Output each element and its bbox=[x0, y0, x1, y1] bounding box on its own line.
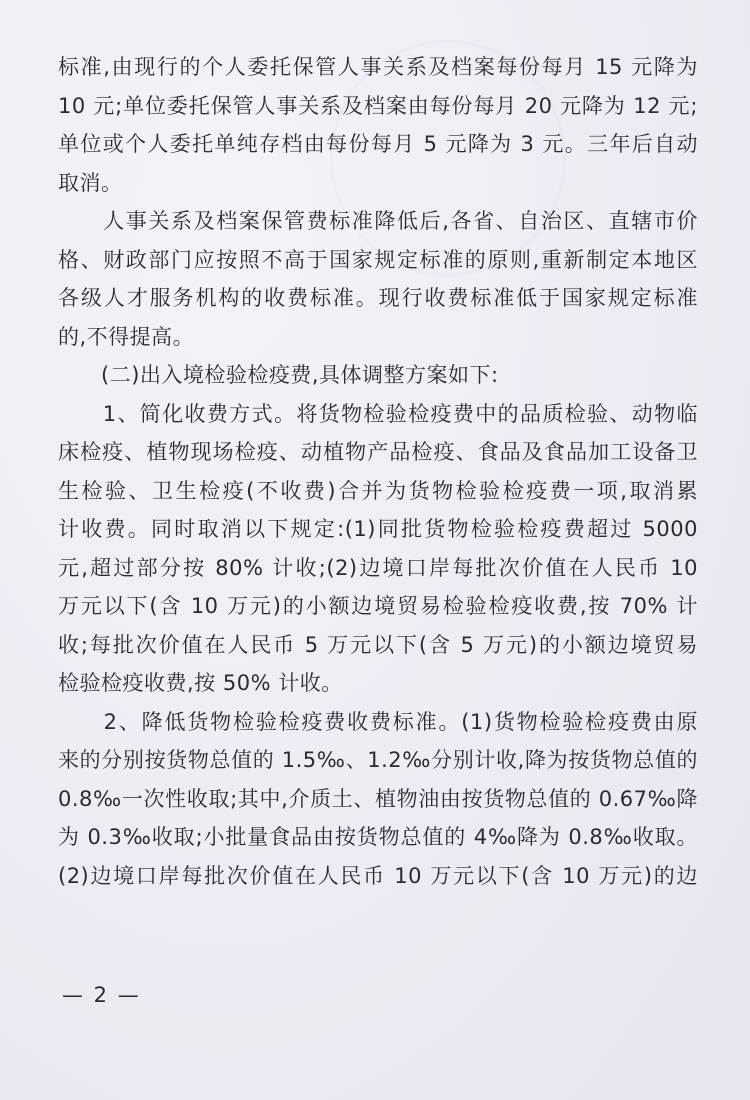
text-line: 10 元;单位委托保管人事关系及档案由每份每月 20 元降为 12 元; bbox=[58, 93, 698, 118]
text-line: (2)边境口岸每批次价值在人民币 10 万元以下(含 10 万元)的边 bbox=[58, 863, 698, 888]
text-line: 收;每批次价值在人民币 5 万元以下(含 5 万元)的小额边境贸易 bbox=[58, 632, 698, 657]
text-line: 取消。 bbox=[58, 170, 123, 195]
text-line: 格、财政部门应按照不高于国家规定标准的原则,重新制定本地区 bbox=[58, 247, 698, 272]
text-line: 人事关系及档案保管费标准降低后,各省、自治区、直辖市价 bbox=[58, 209, 698, 233]
text-line: 生检验、卫生检疫(不收费)合并为货物检验检疫费一项,取消累 bbox=[58, 478, 698, 503]
text-line: 万元以下(含 10 万元)的小额边境贸易检验检疫收费,按 70% 计 bbox=[58, 594, 698, 618]
text-line: 来的分别按货物总值的 1.5‰、1.2‰分别计收,降为按货物总值的 bbox=[58, 748, 698, 772]
text-line: 各级人才服务机构的收费标准。现行收费标准低于国家规定标准 bbox=[58, 286, 698, 310]
text-line: 元,超过部分按 80% 计收;(2)边境口岸每批次价值在人民币 10 bbox=[58, 555, 698, 580]
text-line: (二)出入境检验检疫费,具体调整方案如下: bbox=[58, 363, 499, 387]
text-line: 检验检疫收费,按 50% 计收。 bbox=[58, 671, 343, 695]
text-line: 计收费。同时取消以下规定:(1)同批货物检验检疫费超过 5000 bbox=[58, 517, 698, 541]
text-line: 0.8‰一次性收取;其中,介质土、植物油由按货物总值的 0.67‰降 bbox=[58, 786, 698, 811]
text-line: 1、简化收费方式。将货物检验检疫费中的品质检验、动物临 bbox=[58, 401, 698, 426]
page-number: — 2 — bbox=[62, 983, 141, 1007]
text-line: 单位或个人委托单纯存档由每份每月 5 元降为 3 元。三年后自动 bbox=[58, 132, 698, 156]
text-line: 为 0.3‰收取;小批量食品由按货物总值的 4‰降为 0.8‰收取。 bbox=[58, 825, 698, 849]
text-line: 床检疫、植物现场检疫、动植物产品检疫、食品及食品加工设备卫 bbox=[58, 440, 698, 464]
text-line: 2、降低货物检验检疫费收费标准。(1)货物检验检疫费由原 bbox=[58, 709, 698, 734]
text-line: 的,不得提高。 bbox=[58, 324, 195, 349]
body-text bbox=[58, 48, 698, 895]
text-line: 标准,由现行的个人委托保管人事关系及档案每份每月 15 元降为 bbox=[58, 55, 698, 79]
